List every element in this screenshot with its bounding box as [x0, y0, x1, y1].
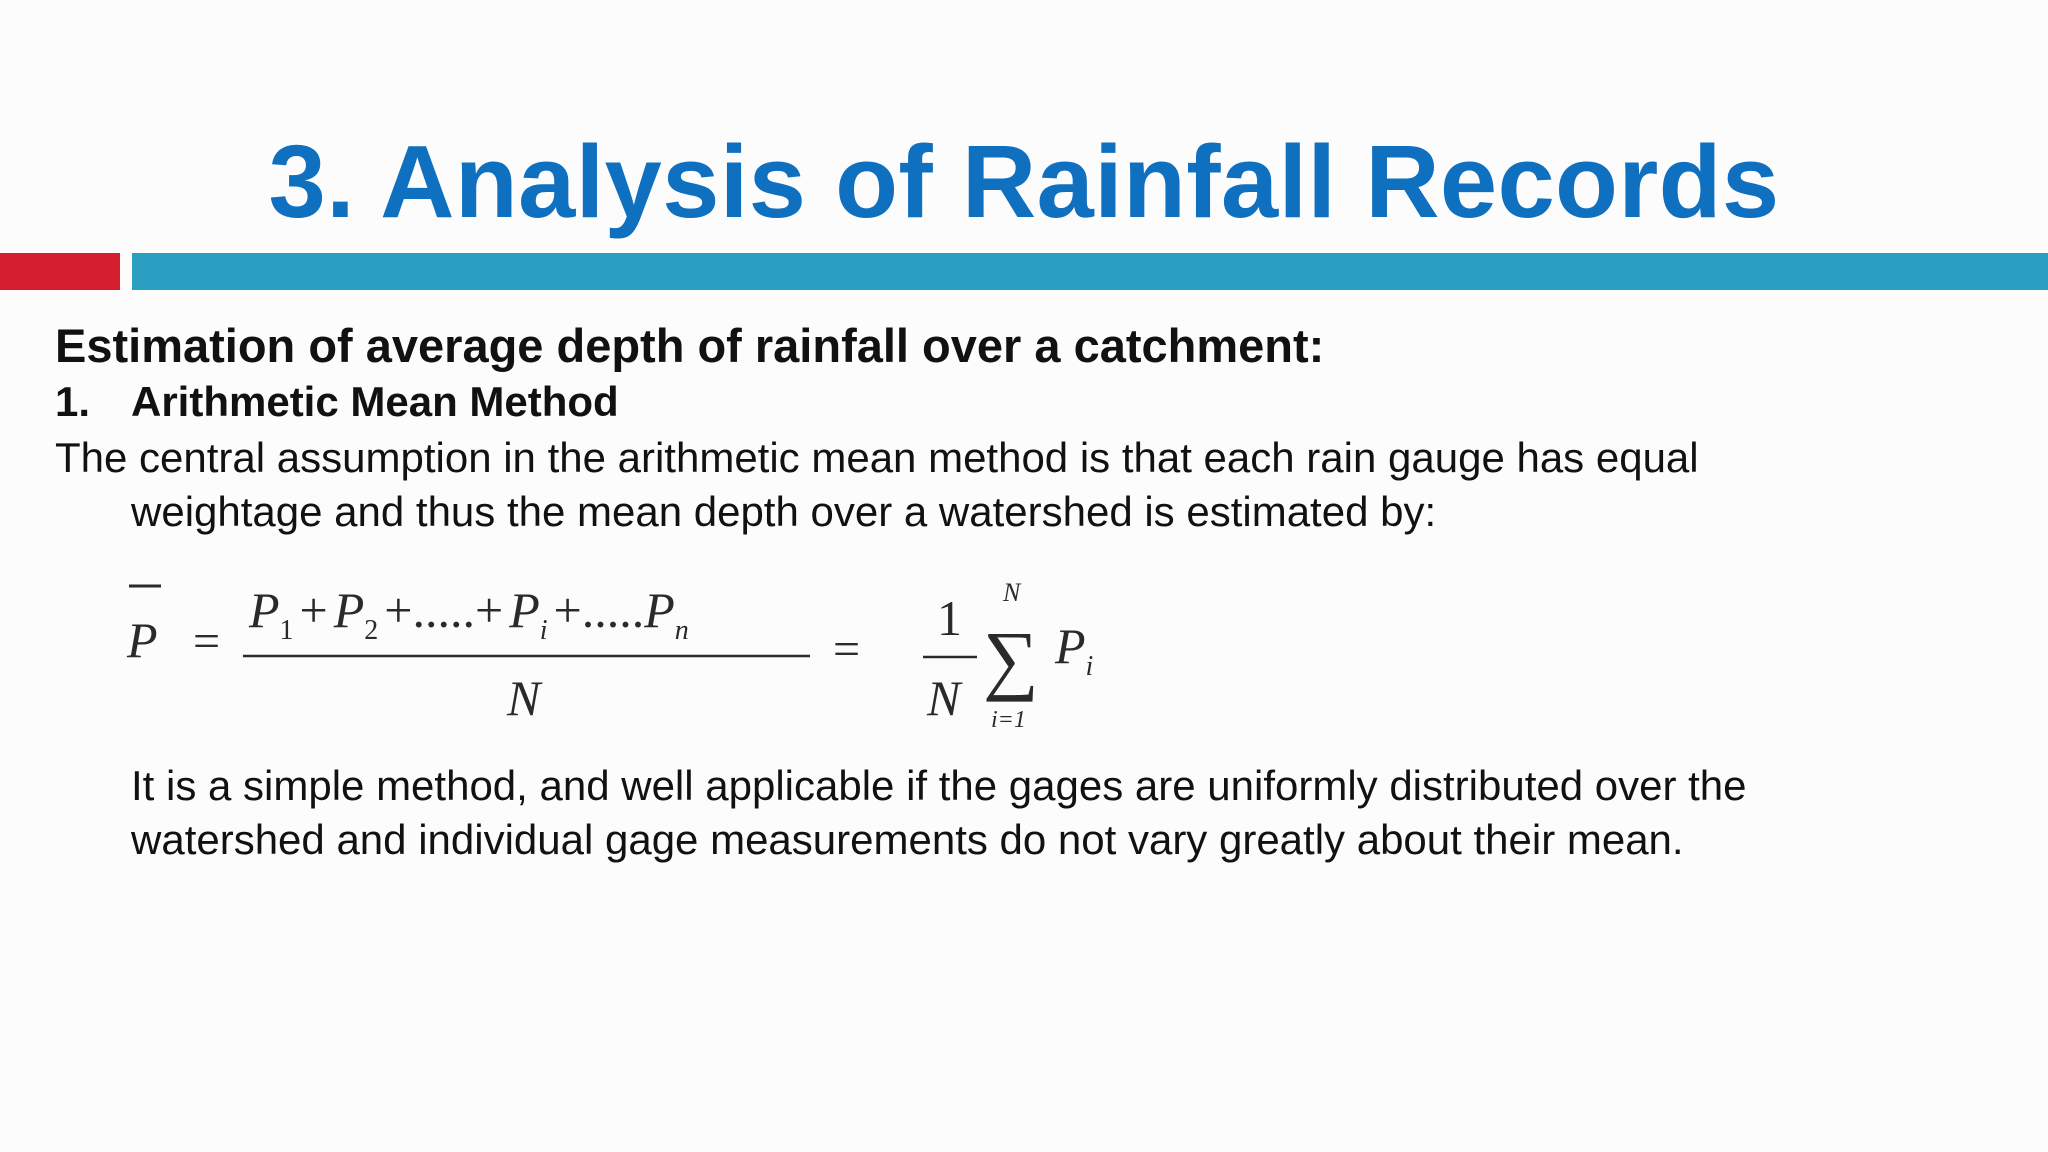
- numerator-p2: P: [333, 582, 365, 638]
- dots-1: .....: [412, 582, 475, 638]
- sigma-upper-limit: N: [1003, 578, 1021, 607]
- method-name: Arithmetic Mean Method: [131, 378, 619, 425]
- sigma-symbol: ∑: [983, 615, 1039, 702]
- equals-sign-2: =: [833, 623, 861, 676]
- sub-i: i: [539, 615, 548, 646]
- paragraph-2-line-2: watershed and individual gage measurements do not vary greatly about their mean.: [131, 816, 1684, 863]
- section-heading: Estimation of average depth of rainfall over a catchment:: [55, 319, 1325, 372]
- plus-2: +: [384, 582, 413, 638]
- sigma-lower-limit: i=1: [991, 707, 1026, 733]
- numerator-p1: P: [249, 582, 280, 638]
- method-heading: [55, 376, 619, 428]
- dots-2: .....: [581, 582, 645, 638]
- paragraph-1-line-2: weightage and thus the mean depth over a watershed is estimated by:: [131, 488, 1437, 535]
- plus-3: +: [475, 582, 504, 638]
- summand-sub: i: [1085, 651, 1094, 682]
- method-number: 1.: [55, 378, 91, 425]
- numerator: [248, 582, 689, 646]
- equals-sign-1: =: [193, 615, 221, 668]
- arithmetic-mean-formula: [115, 575, 1115, 735]
- denominator-n: N: [507, 670, 541, 726]
- frac-n: N: [927, 670, 961, 726]
- numerator-pn: P: [644, 582, 675, 638]
- numerator-pi: P: [509, 582, 540, 638]
- sub-n: n: [674, 615, 689, 646]
- accent-bar-teal: [132, 253, 2048, 290]
- plus-4: +: [553, 582, 582, 638]
- paragraph-2-line-1: It is a simple method, and well applicable if the gages are uniformly distributed over the: [131, 762, 1747, 809]
- sub-2: 2: [364, 615, 379, 646]
- accent-bar-red: [0, 253, 120, 290]
- slide-title: 3. Analysis of Rainfall Records: [268, 124, 1780, 239]
- sub-1: 1: [279, 615, 294, 646]
- frac-one: 1: [937, 590, 962, 646]
- summand-p: [1054, 618, 1093, 682]
- paragraph-1-line-1: The central assumption in the arithmetic mean method is that each rain gauge has equal: [55, 434, 1699, 481]
- lhs-p: P: [127, 612, 158, 668]
- summand-letter: P: [1055, 618, 1086, 674]
- plus-1: +: [299, 582, 328, 638]
